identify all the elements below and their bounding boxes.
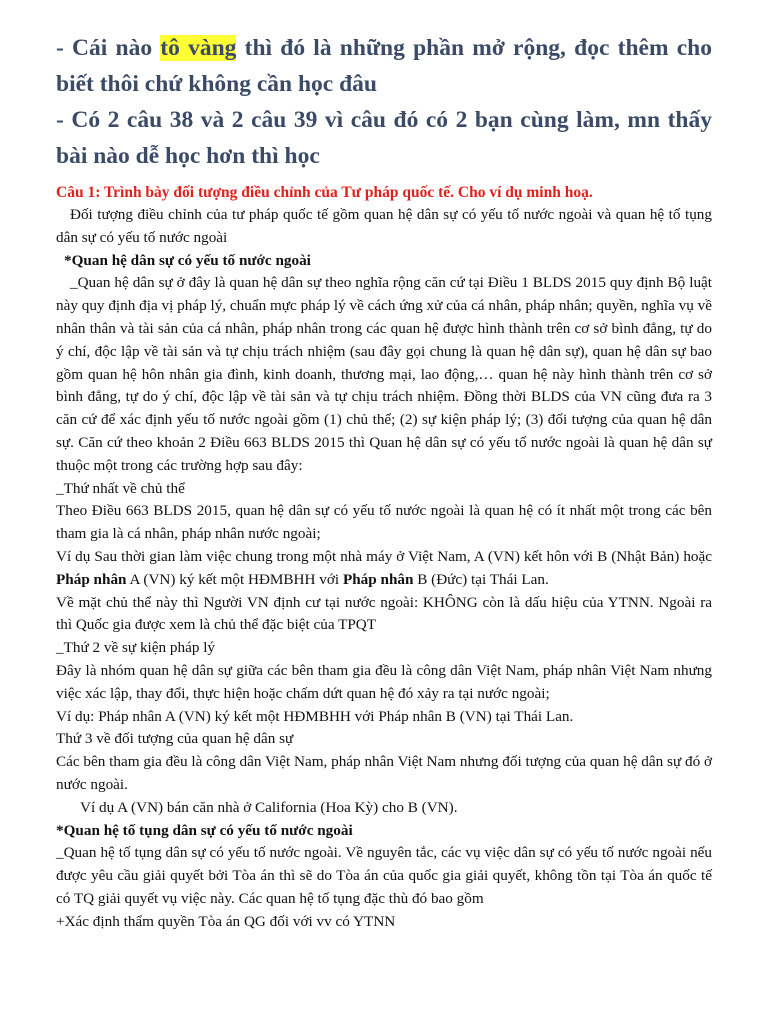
second-criterion-heading: _Thứ 2 về sự kiện pháp lý <box>56 639 216 657</box>
question-title: Câu 1: Trình bày đối tượng điều chỉnh của Tư pháp quốc tế. Cho ví dụ minh hoạ. <box>56 184 593 201</box>
third-criterion-heading: Thứ 3 về đối tượng của quan hệ dân sự <box>56 730 294 748</box>
highlight-text: tô vàng <box>160 35 237 61</box>
subject-note: Về mặt chủ thể này thì Người VN định cư tại nước ngoài: KHÔNG còn là dấu hiệu của YTNN. Ngoài ra thì Quốc gia được xem là chủ thể đặc biệt của TPQT <box>56 593 712 634</box>
note-line-1 <box>56 30 712 102</box>
intro-paragraph: Đối tượng điều chỉnh của tư pháp quốc tế gồm quan hệ dân sự có yếu tố nước ngoài và quan hệ tố tụng dân sự có yếu tố nước ngoài <box>56 206 712 246</box>
third-criterion-example: Ví dụ A (VN) bán căn nhà ở California (Hoa Kỳ) cho B (VN). <box>80 798 458 816</box>
first-criterion-heading: _Thứ nhất về chủ thể <box>56 479 185 497</box>
first-criterion-example <box>56 546 712 592</box>
jurisdiction-line: +Xác định thẩm quyền Tòa án QG đối với vv có YTNN <box>56 912 396 930</box>
example-bold-1: Pháp nhân <box>56 570 127 588</box>
second-criterion-example: Ví dụ: Pháp nhân A (VN) ký kết một HĐMBHH với Pháp nhân B (VN) tại Thái Lan. <box>56 707 574 725</box>
second-criterion-text: Đây là nhóm quan hệ dân sự giữa các bên tham gia đều là công dân Việt Nam, pháp nhân Việt Nam nhưng việc xác lập, thay đổi, thực hiện hoặc chấm dứt quan hệ đó xảy ra tại nước ngoài; <box>56 661 712 702</box>
third-criterion-text: Các bên tham gia đều là công dân Việt Nam, pháp nhân Việt Nam nhưng đối tượng của quan hệ dân sự đó ở nước ngoài. <box>56 753 712 793</box>
example-text-d: B (Đức) tại Thái Lan. <box>413 570 549 588</box>
procedure-relation-paragraph: _Quan hệ tố tụng dân sự có yếu tố nước ngoài. Về nguyên tắc, các vụ việc dân sự có yếu tố nước ngoài nếu được yêu cầu giải quyết bởi Tòa án thì sẽ do Tòa án của quốc gia giải quyết, không tồn tại Tòa án quốc tế có TQ giải quyết vụ việc này. Các quan hệ tố tụng đặc thù đó bao gồm <box>56 844 712 907</box>
civil-relation-heading: *Quan hệ dân sự có yếu tố nước ngoài <box>64 251 311 269</box>
first-criterion-text: Theo Điều 663 BLDS 2015, quan hệ dân sự có yếu tố nước ngoài là quan hệ có ít nhất một trong các bên tham gia là cá nhân, pháp nhân nước ngoài; <box>56 502 712 543</box>
civil-relation-paragraph: _Quan hệ dân sự ở đây là quan hệ dân sự theo nghĩa rộng căn cứ tại Điều 1 BLDS 2015 quy định Bộ luật này quy định địa vị pháp lý, chuẩn mực pháp lý về cách ứng xử của cá nhân, pháp nhân; quyền, nghĩa vụ về nhân thân và tài sản của cá nhân, pháp nhân trong các quan hệ được hình thành trên cơ sở bình đẳng, tự do ý chí, độc lập về tài sản và tự chịu trách nhiệm (sau đây gọi chung là quan hệ dân sự), quan hệ dân sự bao gồm quan hệ hôn nhân gia đình, kinh doanh, thương mại, lao động,… quan hệ này hình thành trên cơ sở bình đẳng, tự do ý chí, độc lập về tài sản và tự chịu trách nhiệm. Đồng thời BLDS của VN cũng đưa ra 3 căn cứ để xác định yếu tố nước ngoài gồm (1) chủ thể; (2) sự kiện pháp lý; (3) đối tượng của quan hệ dân sự. Căn cứ theo khoản 2 Điều 663 BLDS 2015 thì Quan hệ dân sự có yếu tố nước ngoài là quan hệ dân sự thuộc một trong các trường hợp sau đây: <box>56 274 712 474</box>
note-line-1-suffix: thì đó là những phần mở rộng, đọc thêm cho biết thôi chứ không cần học đâu <box>56 35 712 97</box>
example-text-c: A (VN) ký kết một HĐMBHH với <box>126 570 343 588</box>
note-line-1-prefix: - Cái nào <box>56 35 161 61</box>
example-text-a: Ví dụ Sau thời gian làm việc chung trong một nhà máy ở Việt Nam, A (VN) kết hôn với B (Nhật Bản) hoặc <box>56 547 712 565</box>
note-line-2: - Có 2 câu 38 và 2 câu 39 vì câu đó có 2 bạn cùng làm, mn thấy bài nào dễ học hơn thì học <box>56 107 712 169</box>
example-bold-2: Pháp nhân <box>342 570 414 588</box>
procedure-relation-heading: *Quan hệ tố tụng dân sự có yếu tố nước ngoài <box>56 821 353 839</box>
